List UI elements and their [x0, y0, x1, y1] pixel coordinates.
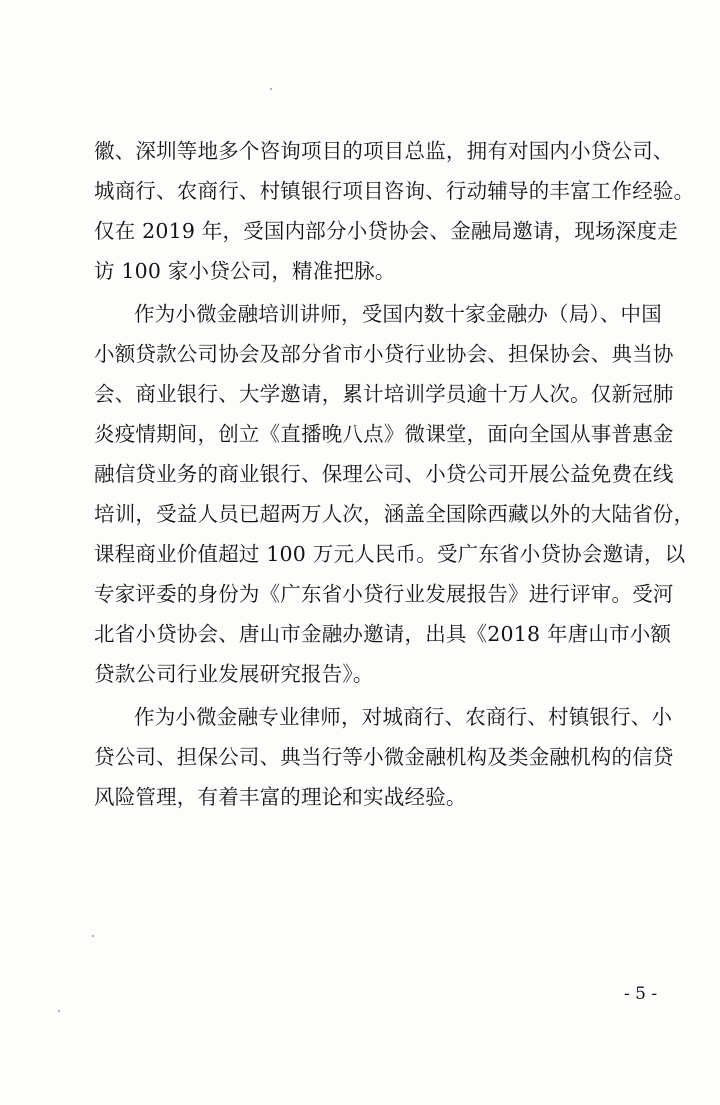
text-line: 炎疫情期间，创立《直播晚八点》微课堂，面向全国从事普惠金 — [94, 422, 674, 446]
page-number: - 5 - — [624, 984, 658, 1004]
text-line: 访 100 家小贷公司，精准把脉。 — [94, 259, 396, 283]
text-line: 课程商业价值超过 100 万元人民币。受广东省小贷协会邀请，以 — [94, 542, 686, 566]
text-line: 作为小微金融培训讲师，受国内数十家金融办（局）、中国 — [134, 302, 662, 326]
text-line: 会、商业银行、大学邀请，累计培训学员逾十万人次。仅新冠肺 — [94, 382, 674, 406]
scan-speck — [270, 88, 272, 90]
text-line: 贷款公司行业发展研究报告》。 — [94, 662, 374, 686]
text-line: 专家评委的身份为《广东省小贷行业发展报告》进行评审。受河 — [94, 582, 674, 606]
text-line: 融信贷业务的商业银行、保理公司、小贷公司开展公益免费在线 — [94, 462, 674, 486]
text-line: 培训，受益人员已超两万人次，涵盖全国除西藏以外的大陆省份， — [94, 502, 695, 526]
scan-speck — [92, 935, 94, 937]
text-line: 贷公司、担保公司、典当行等小微金融机构及类金融机构的信贷 — [94, 745, 674, 769]
text-line: 城商行、农商行、村镇银行项目咨询、行动辅导的丰富工作经验。 — [94, 179, 695, 203]
text-line: 北省小贷协会、唐山市金融办邀请，出具《2018 年唐山市小额 — [94, 622, 672, 646]
text-line: 风险管理，有着丰富的理论和实战经验。 — [94, 785, 467, 809]
text-line: 仅在 2019 年，受国内部分小贷协会、金融局邀请，现场深度走 — [94, 219, 678, 243]
scan-speck — [58, 1010, 60, 1012]
text-line: 作为小微金融专业律师，对城商行、农商行、村镇银行、小 — [134, 705, 673, 729]
text-line: 徽、深圳等地多个咨询项目的项目总监，拥有对国内小贷公司、 — [94, 139, 674, 163]
text-line: 小额贷款公司协会及部分省市小贷行业协会、担保协会、典当协 — [94, 342, 674, 366]
